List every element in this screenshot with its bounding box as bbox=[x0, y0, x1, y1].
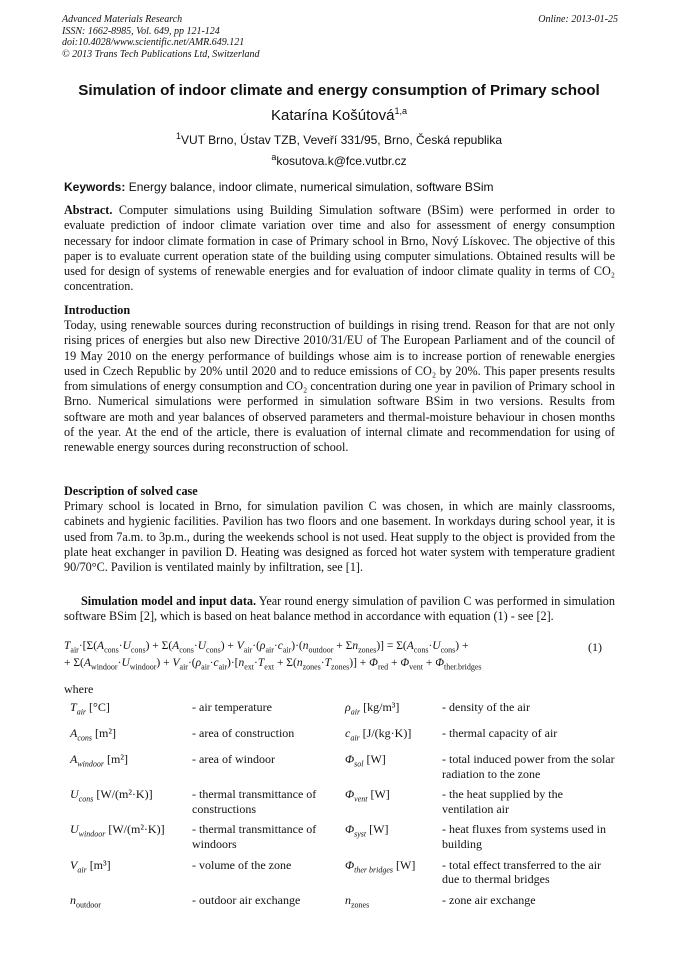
var-description: - air temperature bbox=[192, 700, 272, 714]
var-symbol: A bbox=[70, 751, 78, 766]
var-unit: [J/(kg·K)] bbox=[359, 725, 412, 740]
var-description: - zone air exchange bbox=[442, 892, 536, 907]
copyright-line: © 2013 Trans Tech Publications Ltd, Switzerland bbox=[62, 48, 260, 60]
var-symbol: U bbox=[70, 787, 79, 802]
var-description: - thermal capacity of air bbox=[442, 725, 558, 740]
equation-line-2: + $\Sigma(A_{windoor}\cdot U_{windoor}) + V_{air}\cdot(\rho_{air}\cdot c_{air})\cdot[n_{ext}\cdot T_{ext} + \Sigma(n_{zones}\cdot T_{zones})] + \Phi_{red} + \Phi_{vent} + \Phi_{ther.bridges}$ bbox=[64, 657, 482, 672]
author-name: Katarína Košútová bbox=[271, 107, 395, 124]
table-row bbox=[70, 822, 617, 857]
var-description: - area of windoor bbox=[192, 751, 275, 766]
var-description: - outdoor air exchange bbox=[192, 892, 301, 907]
var-unit: [W] bbox=[366, 822, 389, 837]
var-symbol: T bbox=[70, 700, 77, 714]
var-subscript: cons bbox=[78, 794, 94, 804]
table-row bbox=[70, 700, 617, 726]
var-subscript: outdoor bbox=[76, 900, 101, 910]
var-unit: [°C] bbox=[86, 700, 110, 714]
introduction-heading: Introduction bbox=[64, 303, 131, 317]
var-symbol: c bbox=[345, 725, 351, 740]
simulation-text: Year round energy simulation of pavilion C was performed in simulation software BSim [2], which is based on heat balance method in accordance with equation (1) - see [2]. bbox=[64, 594, 615, 624]
var-subscript: sol bbox=[354, 759, 364, 769]
var-subscript: air bbox=[76, 707, 87, 717]
var-description: - volume of the zone bbox=[192, 857, 292, 872]
email-line bbox=[40, 152, 638, 168]
table-row bbox=[70, 858, 617, 893]
var-subscript: air bbox=[77, 864, 87, 874]
var-description: - total induced power from the solar radiation to the zone bbox=[442, 751, 615, 781]
var-description: - density of the air bbox=[442, 700, 530, 714]
description-heading: Description of solved case bbox=[64, 484, 198, 498]
keywords-text: Energy balance, indoor climate, numerical simulation, software BSim bbox=[125, 180, 494, 194]
abstract-text: Computer simulations using Building Simulation software (BSim) were performed in order to evaluate prediction of indoor climate variation over time and also for assessment of energy consumption necessary for indoor climate formation in case of Primary school in Brno, Nový Lískovec. The objective of this paper is to evaluate current operation state of the building using computer simulations. Obtained results will be used for design of systems of renewable energies and for evaluation of indoor climate quality in terms of CO₂ concentration. bbox=[64, 203, 615, 294]
var-description: - the heat supplied by the ventilation air bbox=[442, 787, 563, 816]
var-subscript: air bbox=[350, 707, 361, 717]
var-symbol: n bbox=[70, 892, 76, 907]
keywords-label: Keywords: bbox=[64, 180, 126, 194]
var-description: - heat fluxes from systems used in building bbox=[442, 822, 606, 851]
var-symbol: Φ bbox=[345, 822, 355, 837]
where-label: where bbox=[64, 682, 94, 696]
var-subscript: windoor bbox=[78, 829, 106, 839]
var-unit: [m²] bbox=[104, 751, 128, 766]
paper-title: Simulation of indoor climate and energy consumption of Primary school bbox=[78, 82, 600, 99]
var-subscript: zones bbox=[351, 900, 370, 910]
keywords bbox=[64, 180, 616, 194]
abstract-label: Abstract. bbox=[64, 203, 113, 217]
doi-line: doi:10.4028/www.scientific.net/AMR.649.121 bbox=[62, 37, 245, 48]
simulation-paragraph bbox=[64, 594, 615, 625]
journal-name: Advanced Materials Research bbox=[62, 14, 183, 25]
var-subscript: air bbox=[350, 733, 360, 743]
email-address: kosutova.k@fce.vutbr.cz bbox=[276, 154, 407, 168]
equation-number: (1) bbox=[588, 640, 602, 654]
var-unit: [W/(m²·K)] bbox=[105, 822, 165, 837]
table-row bbox=[70, 752, 617, 787]
simulation-label: Simulation model and input data. bbox=[81, 594, 257, 608]
var-symbol: Φ bbox=[345, 857, 355, 872]
author-line bbox=[40, 106, 638, 124]
var-unit: [m²] bbox=[92, 725, 116, 740]
affiliation-text: VUT Brno, Ústav TZB, Veveří 331/95, Brno, Česká republika bbox=[180, 133, 503, 147]
description-text: Primary school is located in Brno, for simulation pavilion C was chosen, in which are mainly classrooms, cabinets and hygienic facilities. Pavilion has two floors and one basement. In workdays during school year, it is used from 7a.m. to 3p.m., during the weekends school is not used. Heat supply to the object is provided from the plate heat exchanger in pavilion D. Heating was designed as forced hot water system with temperature gradient 90/70°C. Pavilion is ventilated mainly by infiltration, see [1]. bbox=[64, 499, 615, 575]
var-subscript: vent bbox=[354, 794, 368, 804]
var-symbol: U bbox=[70, 822, 79, 837]
affiliation bbox=[40, 131, 638, 147]
var-symbol: Φ bbox=[345, 751, 355, 766]
var-unit: [W] bbox=[393, 857, 416, 872]
var-description: - thermal transmittance of windoors bbox=[192, 822, 317, 851]
table-row bbox=[70, 787, 617, 822]
email-superscript: a bbox=[271, 152, 277, 162]
table-row bbox=[70, 726, 617, 752]
var-unit: [W/(m²·K)] bbox=[93, 787, 153, 802]
introduction-text: Today, using renewable sources during reconstruction of buildings in rising trend. Reason for that are not only rising prices of energies but also new Directive 2010/31/EU of The European Parliament and of the council of 19 May 2010 on the energy performance of buildings whose aim is to increase portion of renewable energies used in Czech Republic by 20% until 2020 and to reduce emissions of CO₂ by 20%. This paper presents results from simulations of energy consumption and CO₂ concentration during one year in pavilion of Primary school in Brno. Numerical simulations were performed in simulation software BSim in two versions. Results from software are moth and year balances of observed parameters and thermal-moisture behaviour in chosen months of the year. At the end of the article, there is evaluation of internal climate and recommendation for using of renewable energy sources during reconstruction of school. bbox=[64, 318, 615, 455]
author-superscript: 1,a bbox=[394, 106, 407, 116]
issn-line: ISSN: 1662-8985, Vol. 649, pp 121-124 bbox=[62, 25, 220, 37]
var-symbol: A bbox=[70, 725, 78, 740]
var-symbol: Φ bbox=[345, 787, 355, 802]
table-row bbox=[70, 893, 617, 919]
var-unit: [kg/m³] bbox=[360, 700, 400, 714]
var-subscript: ther bridges bbox=[354, 864, 394, 874]
var-unit: [W] bbox=[367, 787, 390, 802]
abstract bbox=[64, 203, 615, 295]
online-date: Online: 2013-01-25 bbox=[538, 14, 618, 25]
var-symbol: n bbox=[345, 892, 351, 907]
var-subscript: windoor bbox=[77, 759, 105, 769]
var-unit: [m³] bbox=[86, 857, 111, 872]
affiliation-superscript: 1 bbox=[175, 131, 181, 141]
journal-header bbox=[62, 14, 618, 60]
var-description: - thermal transmittance of constructions bbox=[192, 787, 317, 816]
var-subscript: syst bbox=[354, 829, 367, 839]
var-symbol: V bbox=[70, 857, 78, 872]
var-description: - total effect transferred to the air due to thermal bridges bbox=[442, 857, 602, 887]
var-subscript: cons bbox=[77, 733, 93, 743]
var-unit: [W] bbox=[363, 751, 386, 766]
var-symbol: ρ bbox=[345, 700, 351, 714]
variables-table bbox=[70, 700, 617, 919]
var-description: - area of construction bbox=[192, 725, 295, 740]
equation-line-1: $T_{air}\cdot[\Sigma(A_{cons}\cdot U_{cons}) + \Sigma(A_{cons}\cdot U_{cons}) + V_{air}\cdot(\rho_{air}\cdot c_{air})\cdot(n_{outdoor} + \Sigma n_{zones})] = \Sigma(A_{cons}\cdot U_{cons})$ + bbox=[64, 640, 469, 655]
